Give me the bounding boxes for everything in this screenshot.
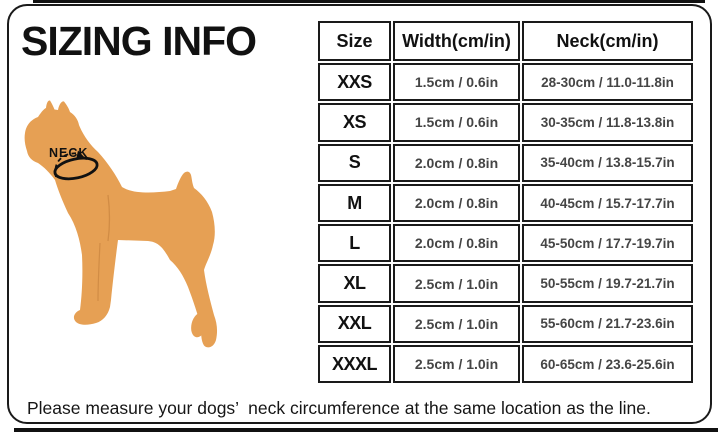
table-cell: 1.5cm / 0.6in bbox=[393, 63, 520, 101]
table-cell: L bbox=[318, 224, 391, 262]
sizing-table bbox=[318, 21, 693, 383]
table-cell: 55-60cm / 21.7-23.6in bbox=[522, 305, 693, 343]
dog-silhouette bbox=[25, 100, 217, 347]
col-header-width: Width(cm/in) bbox=[393, 21, 520, 61]
table-cell: XXL bbox=[318, 305, 391, 343]
measure-instruction-caption: Please measure your dogs’ neck circumference at the same location as the line. bbox=[27, 398, 651, 418]
col-header-size: Size bbox=[318, 21, 391, 61]
table-cell: 2.5cm / 1.0in bbox=[393, 345, 520, 383]
dog-illustration bbox=[18, 95, 248, 365]
table-cell: 2.0cm / 0.8in bbox=[393, 224, 520, 262]
table-cell: 35-40cm / 13.8-15.7in bbox=[522, 144, 693, 182]
table-cell: 2.0cm / 0.8in bbox=[393, 144, 520, 182]
table-cell: 60-65cm / 23.6-25.6in bbox=[522, 345, 693, 383]
table-cell: 45-50cm / 17.7-19.7in bbox=[522, 224, 693, 262]
dog-measurement-diagram bbox=[18, 95, 248, 365]
table-cell: M bbox=[318, 184, 391, 222]
table-cell: 2.0cm / 0.8in bbox=[393, 184, 520, 222]
table-cell: XXS bbox=[318, 63, 391, 101]
neck-label: NECK bbox=[49, 146, 89, 160]
table-cell: 1.5cm / 0.6in bbox=[393, 103, 520, 141]
table-cell: 2.5cm / 1.0in bbox=[393, 264, 520, 302]
table-cell: XL bbox=[318, 264, 391, 302]
table-cell: 2.5cm / 1.0in bbox=[393, 305, 520, 343]
col-header-neck: Neck(cm/in) bbox=[522, 21, 693, 61]
page-title: SIZING INFO bbox=[21, 18, 256, 64]
table-cell: 50-55cm / 19.7-21.7in bbox=[522, 264, 693, 302]
table-cell: 40-45cm / 15.7-17.7in bbox=[522, 184, 693, 222]
table-cell: XS bbox=[318, 103, 391, 141]
table-cell: 30-35cm / 11.8-13.8in bbox=[522, 103, 693, 141]
bottom-edge-line bbox=[14, 428, 718, 432]
table-cell: S bbox=[318, 144, 391, 182]
table-cell: XXXL bbox=[318, 345, 391, 383]
table-cell: 28-30cm / 11.0-11.8in bbox=[522, 63, 693, 101]
top-edge-line bbox=[33, 0, 705, 3]
